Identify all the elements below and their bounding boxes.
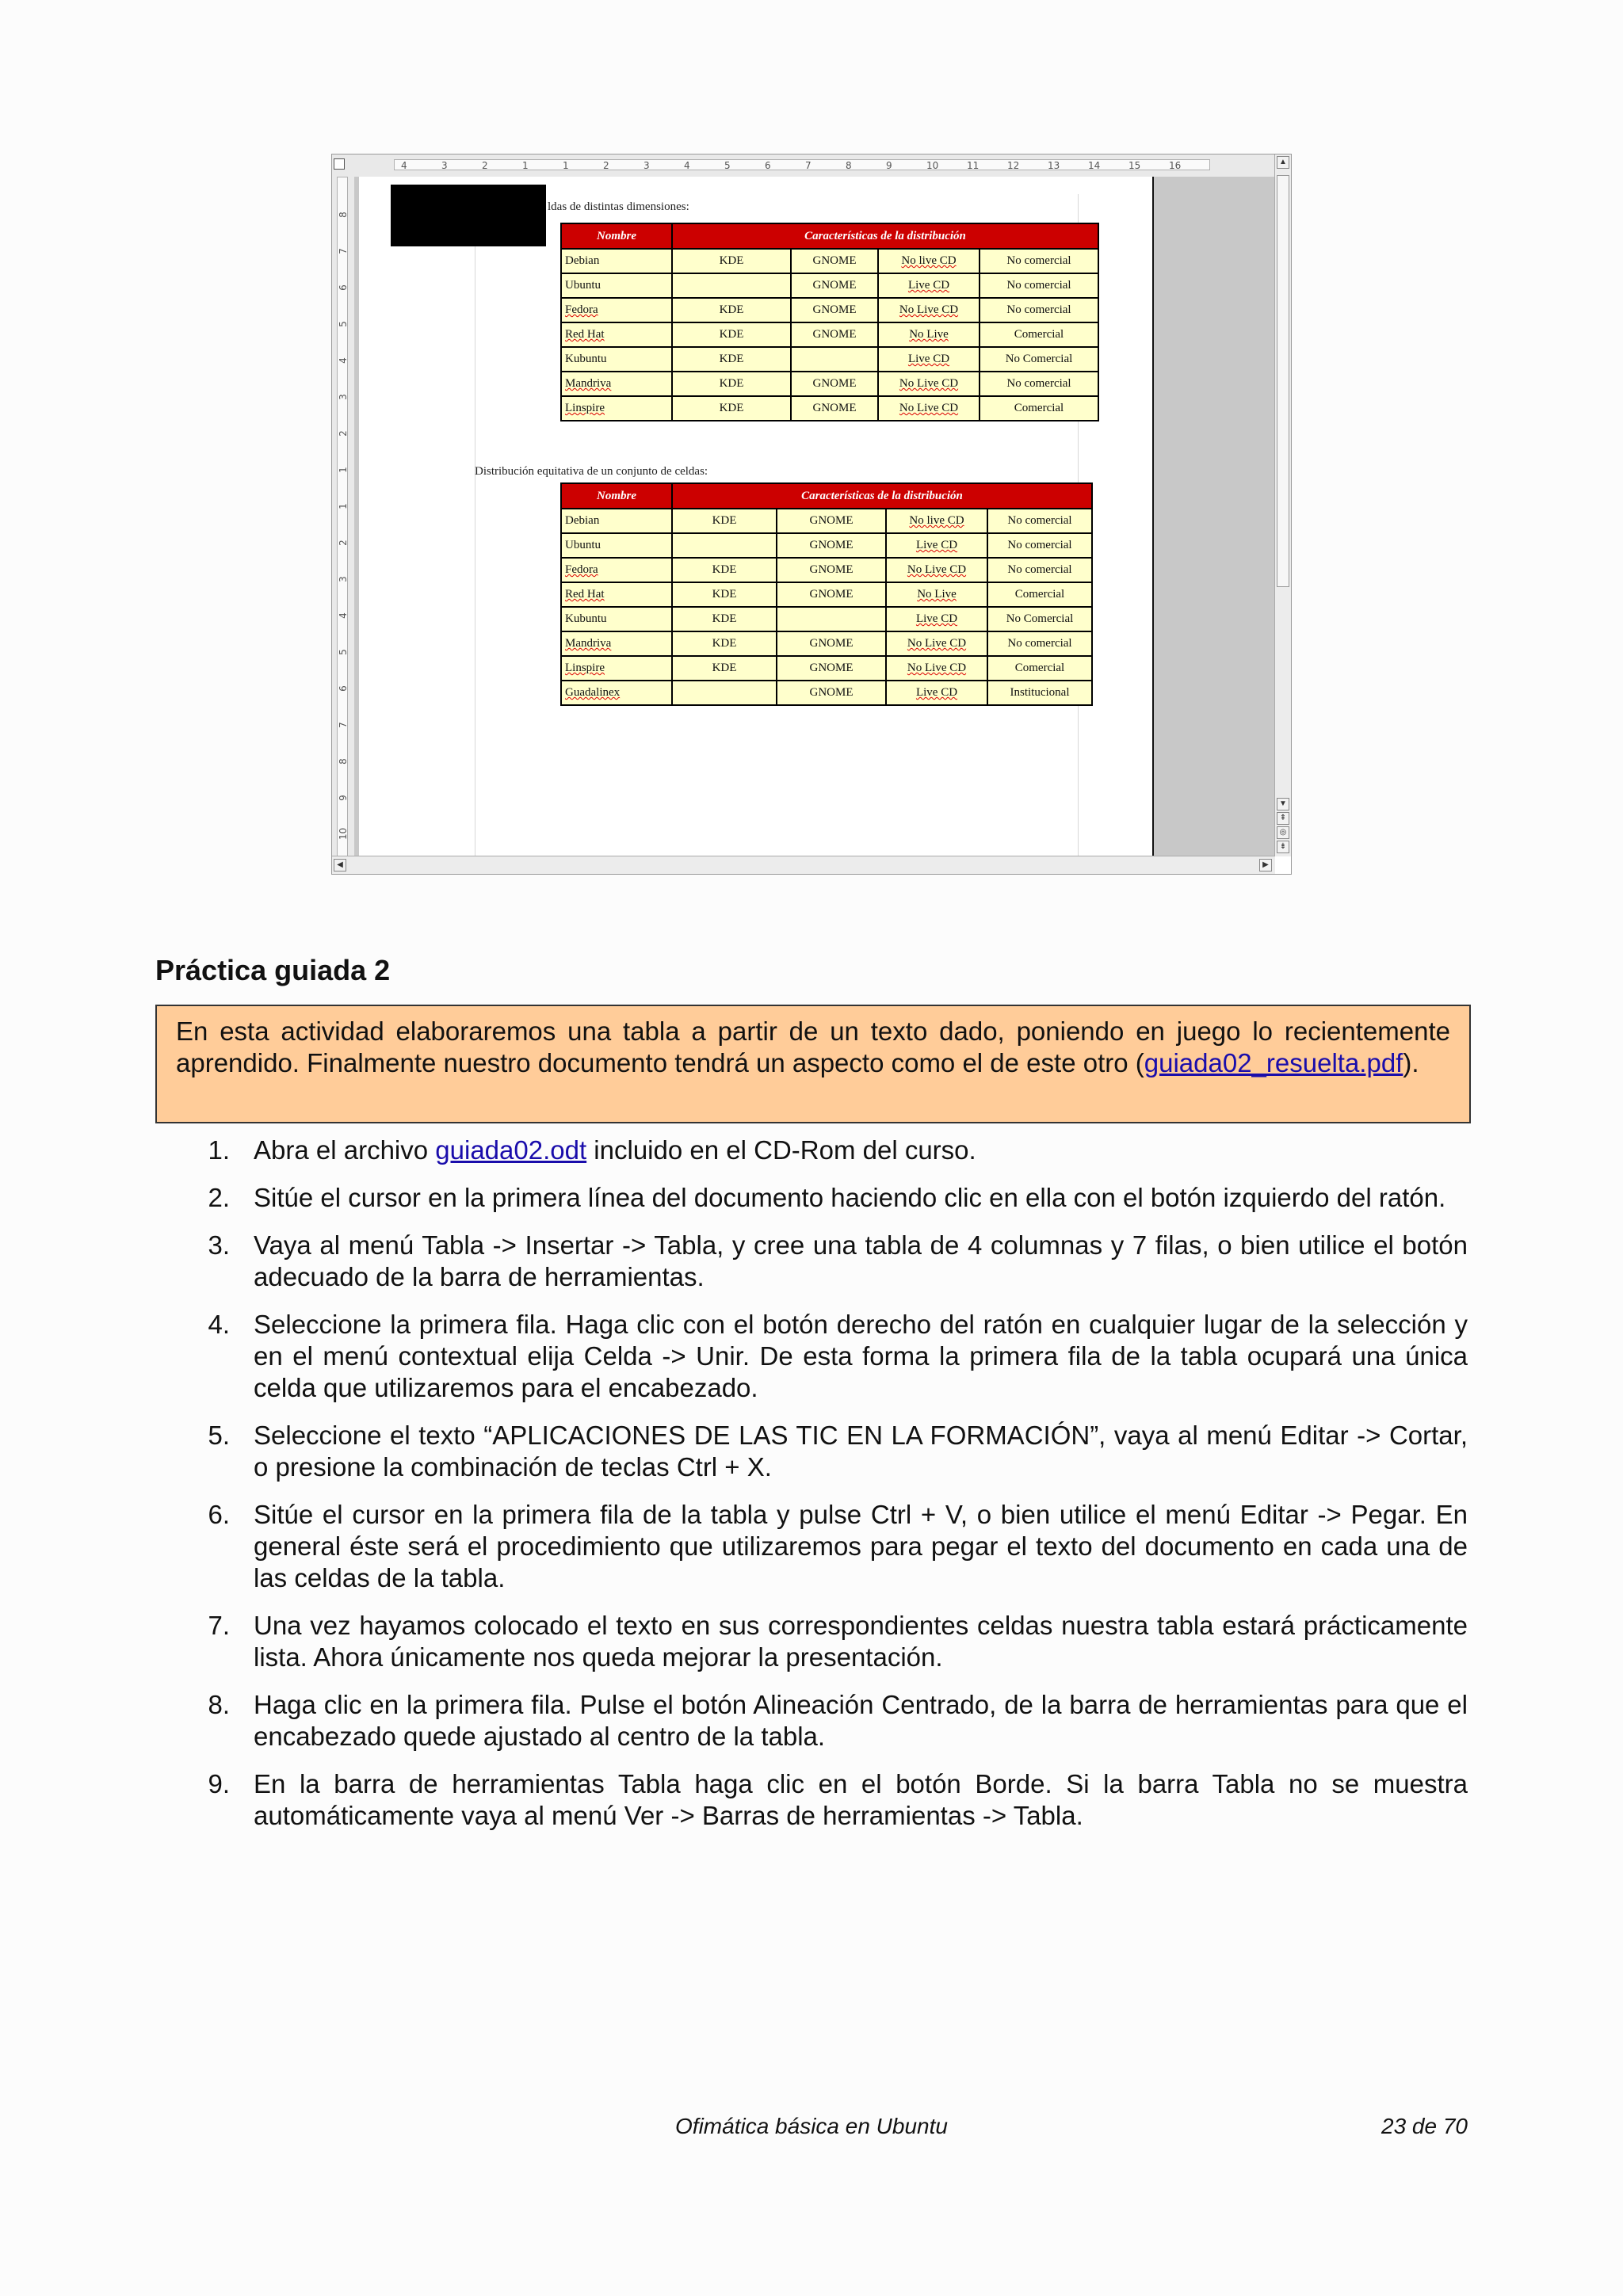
step-text: Abra el archivo [254,1135,436,1165]
table-cell[interactable] [561,656,672,681]
cell-text: GNOME [809,514,854,527]
ruler-mark: 6 [338,284,349,291]
table-cell[interactable] [980,347,1098,372]
step-text: En la barra de herramientas Tabla haga clic en el botón Borde. Si la barra Tabla no se muestra automáticamente vaya al menú Ver -> Barras de herramientas -> Tabla. [254,1769,1468,1830]
list-item [190,1182,1468,1214]
step-text: Sitúe el cursor en la primera línea del documento haciendo clic en ella con el botón izquierdo del ratón. [254,1183,1446,1212]
ruler-mark: 12 [1007,160,1020,171]
ruler-mark: 1 [338,503,349,509]
ruler-scale [337,177,348,856]
vertical-scrollbar[interactable] [1274,154,1291,856]
table-cell[interactable] [878,347,980,372]
ruler-mark: 1 [522,160,529,171]
table-cell[interactable] [886,656,987,681]
cell-text: GNOME [812,377,857,390]
list-item [190,1689,1468,1753]
step-number: 7. [208,1611,230,1640]
tab-stop-selector[interactable] [334,158,345,170]
table-cell[interactable] [777,607,886,631]
cell-text: No comercial [1007,637,1072,650]
horizontal-scrollbar[interactable] [332,856,1275,874]
scroll-up-icon[interactable]: ▲ [1277,156,1289,169]
cell-text: Kubuntu [565,353,607,365]
ruler-mark: 15 [1128,160,1141,171]
table-cell[interactable] [791,273,878,298]
table-cell[interactable] [878,298,980,322]
table-cell[interactable] [791,372,878,396]
cell-text: No Comercial [1005,353,1073,365]
table-row[interactable] [561,681,1092,705]
odt-file-link[interactable]: guiada02.odt [435,1135,587,1165]
cell-text: KDE [719,303,744,316]
ruler-mark: 8 [846,160,852,171]
cell-text: No comercial [1007,539,1072,551]
ruler-mark: 3 [441,160,448,171]
table-cell[interactable] [987,631,1092,656]
table-cell[interactable] [980,298,1098,322]
list-item [190,1420,1468,1483]
table-cell[interactable] [672,656,777,681]
table-row[interactable] [561,656,1092,681]
step-number: 9. [208,1769,230,1798]
cell-text: Ubuntu [565,279,601,292]
ruler-mark: 3 [643,160,650,171]
table-cell[interactable] [886,631,987,656]
list-item [190,1610,1468,1673]
cell-text: Mandriva [565,377,612,390]
table-cell[interactable] [878,273,980,298]
table-row[interactable] [561,509,1092,533]
cell-text: Live CD [915,539,958,551]
table-cell[interactable] [791,347,878,372]
table-cell[interactable] [672,298,791,322]
ruler-mark: 2 [338,430,349,437]
cell-text: GNOME [809,563,854,576]
ruler-mark: 4 [401,160,407,171]
ruler-mark: 13 [1048,160,1060,171]
cell-text: No comercial [1007,563,1072,576]
ruler-mark: 3 [338,394,349,400]
step-number: 3. [208,1230,230,1260]
cell-text: KDE [712,637,737,650]
table-cell[interactable] [791,298,878,322]
cell-text: No Live [917,588,957,601]
ruler-mark: 4 [684,160,690,171]
footer-title: Ofimática básica en Ubuntu [675,2114,948,2138]
list-item [190,1309,1468,1404]
table-row[interactable] [561,298,1098,322]
table-cell[interactable] [561,298,672,322]
scroll-left-icon[interactable]: ◀ [334,859,346,871]
cell-text: GNOME [809,637,854,650]
table-cell[interactable] [886,558,987,582]
table-cell[interactable] [672,396,791,421]
cell-text: No comercial [1006,279,1071,292]
table-cell[interactable] [987,656,1092,681]
cell-text: KDE [712,612,737,625]
document-screenshot [331,154,1292,875]
table-cell[interactable] [980,396,1098,421]
table-row[interactable] [561,347,1098,372]
distribution-table-1[interactable] [560,223,1099,421]
cell-text: GNOME [809,686,854,699]
step-text: incluido en el CD-Rom del curso. [586,1135,976,1165]
table-cell[interactable] [878,322,980,347]
table-cell[interactable] [561,249,672,273]
cell-text: GNOME [812,328,857,341]
cell-text: Fedora [565,563,598,576]
table-cell[interactable] [791,322,878,347]
ruler-mark: 10 [338,827,349,840]
table-cell[interactable] [561,396,672,421]
cell-text: KDE [719,377,744,390]
resolved-pdf-link[interactable]: guiada02_resuelta.pdf [1144,1048,1403,1077]
header-nombre: Nombre [561,483,672,509]
table-cell[interactable] [672,322,791,347]
cell-text: Red Hat [565,588,605,601]
table-cell[interactable] [980,273,1098,298]
cell-text: No comercial [1006,377,1071,390]
cell-text: No Comercial [1006,612,1074,625]
table-cell[interactable] [672,533,777,558]
cell-text: GNOME [812,402,857,414]
table-cell[interactable] [672,509,777,533]
ruler-mark: 7 [805,160,812,171]
step-number: 2. [208,1183,230,1212]
ruler-mark: 5 [724,160,731,171]
table-cell[interactable] [777,509,886,533]
table-cell[interactable] [561,273,672,298]
table-cell[interactable] [791,249,878,273]
editor-canvas[interactable] [354,177,1275,856]
cell-text: No Live CD [907,563,967,576]
step-number: 1. [208,1135,230,1165]
step-text: Vaya al menú Tabla -> Insertar -> Tabla, y cree una tabla de 4 columnas y 7 filas, o bien utilice el botón adecuado de la barra de herramientas. [254,1230,1468,1291]
cell-text: GNOME [812,254,857,267]
section-heading: Práctica guiada 2 [155,954,391,986]
table-cell[interactable] [777,533,886,558]
ruler-mark: 7 [338,248,349,254]
table-cell[interactable] [987,509,1092,533]
activity-intro-box [155,1005,1471,1123]
table-cell[interactable] [561,558,672,582]
ruler-mark: 1 [563,160,569,171]
list-item [190,1768,1468,1832]
cell-text: Comercial [1014,588,1065,601]
vertical-ruler[interactable] [332,177,355,856]
cell-text: Comercial [1014,328,1064,341]
cell-text: Live CD [907,279,950,292]
scroll-down-icon[interactable]: ▼ [1277,798,1289,810]
table-cell[interactable] [878,249,980,273]
cell-text: GNOME [812,303,857,316]
step-text: Haga clic en la primera fila. Pulse el botón Alineación Centrado, de la barra de herramientas para que el encabezado quede ajustado al centro de la tabla. [254,1690,1468,1751]
scroll-thumb[interactable] [1277,175,1289,587]
ruler-mark: 9 [886,160,892,171]
table-cell[interactable] [672,372,791,396]
cell-text: No Live CD [907,637,967,650]
ruler-mark: 9 [338,795,349,801]
step-number: 6. [208,1500,230,1529]
cell-text: GNOME [812,279,857,292]
redaction-box [391,185,546,246]
cell-text: KDE [712,514,737,527]
ruler-scale [394,159,1210,170]
table-row[interactable] [561,607,1092,631]
step-number: 8. [208,1690,230,1719]
table-cell[interactable] [886,582,987,607]
table-row[interactable] [561,582,1092,607]
ruler-mark: 5 [338,649,349,655]
horizontal-ruler[interactable] [332,154,1275,177]
cell-text: Live CD [915,612,958,625]
cell-text: KDE [712,588,737,601]
step-text: Seleccione el texto “APLICACIONES DE LAS TIC EN LA FORMACIÓN”, vaya al menú Editar -> Cortar, o presione la combinación de teclas Ctrl + X. [254,1421,1468,1482]
table-cell[interactable] [878,372,980,396]
cell-text: Live CD [907,353,950,365]
table-cell[interactable] [672,631,777,656]
table-cell[interactable] [980,249,1098,273]
cell-text: Guadalinex [565,686,621,699]
cell-text: KDE [719,353,744,365]
table-cell[interactable] [777,681,886,705]
cell-text: No Live CD [899,377,959,390]
cell-text: GNOME [809,662,854,674]
table-cell[interactable] [561,582,672,607]
table-cell[interactable] [886,509,987,533]
ruler-mark: 3 [338,576,349,582]
ruler-mark: 7 [338,722,349,728]
table-cell[interactable] [987,582,1092,607]
header-caracteristicas: Características de la distribución [672,483,1092,509]
table-cell[interactable] [987,681,1092,705]
cell-text: Fedora [565,303,598,316]
cell-text: Comercial [1014,402,1064,414]
cell-text: No Live CD [907,662,967,674]
cell-text: KDE [712,563,737,576]
ruler-mark: 6 [765,160,771,171]
step-text: Una vez hayamos colocado el texto en sus correspondientes celdas nuestra tabla estará prácticamente lista. Ahora únicamente nos queda mejorar la presentación. [254,1611,1468,1672]
cell-text: KDE [719,254,744,267]
step-text: Sitúe el cursor en la primera fila de la tabla y pulse Ctrl + V, o bien utilice el menú Editar -> Pegar. En general éste será el procedimiento que utilizaremos para pegar el texto del documento en cada una de las celdas de la tabla. [254,1500,1468,1592]
cell-text: No live CD [909,514,964,527]
step-number: 5. [208,1421,230,1450]
cell-text: Kubuntu [565,612,607,625]
list-item [190,1135,1468,1166]
table-cell[interactable] [777,558,886,582]
header-caracteristicas: Características de la distribución [672,223,1098,249]
step-text: Seleccione la primera fila. Haga clic con el botón derecho del ratón en cualquier lugar de la selección y en el menú contextual elija Celda -> Unir. De esta forma la primera fila de la tabla ocupará una única celda que utilizaremos para el encabezado. [254,1310,1468,1402]
cell-text: Linspire [565,662,605,674]
cell-text: Linspire [565,402,605,414]
instruction-list [190,1135,1468,1848]
cell-text: Debian [565,254,600,267]
table-cell[interactable] [561,533,672,558]
cell-text: No Live CD [899,303,959,316]
cell-text: Mandriva [565,637,612,650]
cell-text: No Live [909,328,949,341]
table-row[interactable] [561,322,1098,347]
table-cell[interactable] [987,558,1092,582]
ruler-mark: 14 [1088,160,1101,171]
table-cell[interactable] [672,558,777,582]
cell-text: No Live CD [899,402,959,414]
ruler-mark: 11 [967,160,980,171]
table-row[interactable] [561,396,1098,421]
ruler-mark: 6 [338,685,349,692]
table-cell[interactable] [561,347,672,372]
list-item [190,1499,1468,1594]
table-cell[interactable] [561,631,672,656]
cell-text: No comercial [1006,254,1071,267]
page-number: 23 de 70 [1381,2114,1468,2138]
table-cell[interactable] [672,582,777,607]
ruler-mark: 8 [338,758,349,765]
table-cell[interactable] [561,372,672,396]
table-cell[interactable] [777,656,886,681]
cell-text: KDE [719,328,744,341]
table-cell[interactable] [672,347,791,372]
cell-text: No live CD [901,254,957,267]
table-cell[interactable] [777,631,886,656]
ruler-mark: 8 [338,212,349,218]
table-cell[interactable] [561,681,672,705]
ruler-mark: 2 [338,540,349,546]
table-cell[interactable] [878,396,980,421]
distribution-table-2[interactable] [560,482,1093,706]
previous-page-icon[interactable]: ⇞ [1277,812,1289,825]
cell-text: Live CD [915,686,958,699]
next-page-icon[interactable]: ⇟ [1277,841,1289,853]
table-row[interactable] [561,631,1092,656]
navigator-icon[interactable]: ◎ [1277,826,1289,839]
table-cell[interactable] [777,582,886,607]
ruler-mark: 4 [338,357,349,364]
list-item [190,1230,1468,1293]
ruler-mark: 2 [482,160,488,171]
cell-text: KDE [712,662,737,674]
table-cell[interactable] [561,322,672,347]
scroll-right-icon[interactable]: ▶ [1259,859,1272,871]
table-cell[interactable] [561,607,672,631]
cell-text: No comercial [1007,514,1072,527]
table-cell[interactable] [886,681,987,705]
table-row[interactable] [561,372,1098,396]
intro-text: En esta actividad elaboraremos una tabla a partir de un texto dado, poniendo en juego lo recientemente aprendido. Finalmente nuestro documento tendrá un aspecto como el de este otro ( [176,1016,1450,1077]
table-row[interactable] [561,533,1092,558]
table-cell[interactable] [672,681,777,705]
cell-text: Institucional [1010,686,1070,699]
cell-text: Ubuntu [565,539,601,551]
document-page[interactable] [359,177,1154,856]
table2-caption: Distribución equitativa de un conjunto de celdas: [475,465,708,478]
ruler-mark: 10 [926,160,939,171]
ruler-mark: 16 [1169,160,1182,171]
table-cell[interactable] [980,322,1098,347]
table-row[interactable] [561,558,1092,582]
table-cell[interactable] [561,509,672,533]
table-cell[interactable] [791,396,878,421]
table1-caption: ldas de distintas dimensiones: [548,200,689,213]
table-cell[interactable] [672,607,777,631]
cell-text: Comercial [1014,662,1065,674]
ruler-mark: 2 [603,160,609,171]
cell-text: Debian [565,514,600,527]
header-nombre: Nombre [561,223,672,249]
cell-text: No comercial [1006,303,1071,316]
table-cell[interactable] [987,533,1092,558]
cell-text: GNOME [809,539,854,551]
cell-text: GNOME [809,588,854,601]
cell-text: Red Hat [565,328,605,341]
table-cell[interactable] [886,533,987,558]
cell-text: KDE [719,402,744,414]
intro-text-end: ). [1403,1048,1419,1077]
ruler-mark: 1 [338,467,349,473]
table-row[interactable] [561,273,1098,298]
table-cell[interactable] [886,607,987,631]
table-row[interactable] [561,249,1098,273]
table-cell[interactable] [980,372,1098,396]
table-cell[interactable] [672,249,791,273]
table-cell[interactable] [672,273,791,298]
step-number: 4. [208,1310,230,1339]
table-cell[interactable] [987,607,1092,631]
ruler-mark: 5 [338,321,349,327]
ruler-mark: 4 [338,612,349,619]
